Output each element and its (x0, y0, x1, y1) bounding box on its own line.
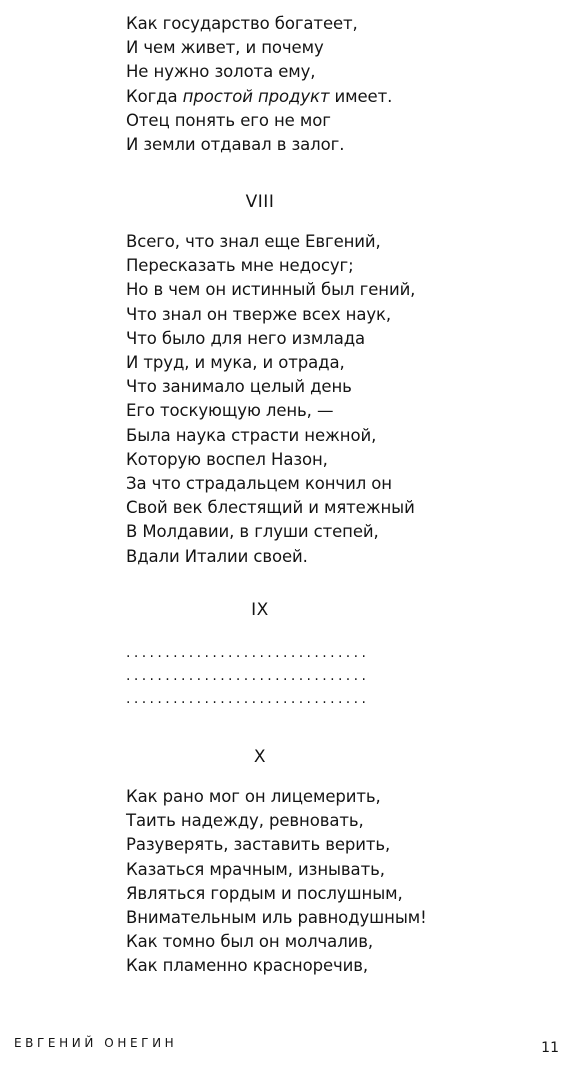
verse-line: Разуверять, заставить верить, (126, 835, 391, 855)
verse-line: Внимательным иль равнодушным! (126, 908, 427, 928)
omission-dots: ............................... (126, 691, 370, 707)
verse-line: Как пламенно красноречив, (126, 956, 369, 976)
verse-line: Таить надежду, ревновать, (126, 811, 364, 831)
page-number: 11 (541, 1040, 559, 1056)
verse-line-with-italic (126, 85, 392, 109)
verse-line: Как томно был он молчалив, (126, 932, 374, 952)
stanza-number-x: X (253, 747, 267, 767)
verse-line: Которую воспел Назон, (126, 449, 328, 469)
stanza-viii (126, 230, 415, 569)
italic-phrase: простой продукт (182, 86, 330, 106)
verse-line: Не нужно золота ему, (126, 62, 316, 82)
verse-line: И труд, и мука, и отрада, (126, 353, 345, 373)
verse-line: И чем живет, и почему (126, 38, 324, 58)
verse-line: Казаться мрачным, изнывать, (126, 859, 385, 879)
verse-line: Как рано мог он лицемерить, (126, 787, 381, 806)
verse-text: имеет. (334, 86, 393, 106)
omission-dots: ............................... (126, 668, 370, 684)
verse-line: Вдали Италии своей. (126, 546, 308, 566)
verse-line: Что было для него измлада (126, 328, 366, 348)
verse-line: Пересказать мне недосуг; (126, 256, 354, 276)
verse-line: Как государство богатеет, (126, 14, 358, 33)
stanza-continuation (126, 12, 392, 157)
verse-line: Являться гордым и послушным, (126, 883, 403, 903)
verse-text: Когда (126, 86, 178, 106)
verse-line: Но в чем он истинный был гений, (126, 280, 416, 300)
verse-line: И земли отдавал в залог. (126, 135, 345, 155)
verse-line: Всего, что знал еще Евгений, (126, 232, 381, 251)
stanza-number-ix: IX (251, 600, 269, 620)
verse-line: Что знал он тверже всех наук, (126, 304, 392, 324)
stanza-number-viii: VIII (245, 192, 275, 212)
running-title: ЕВГЕНИЙ ОНЕГИН (14, 1036, 178, 1050)
verse-line: Что занимало целый день (126, 377, 352, 397)
verse-line: Его тоскующую лень, — (126, 401, 334, 421)
verse-line: Отец понять его не мог (126, 110, 331, 130)
verse-line: Была наука страсти нежной, (126, 425, 377, 445)
verse-line: Свой век блестящий и мятежный (126, 498, 415, 518)
stanza-x (126, 785, 427, 979)
verse-line: В Молдавии, в глуши степей, (126, 522, 379, 542)
stanza-ix-omission (126, 642, 369, 711)
verse-line: За что страдальцем кончил он (126, 474, 392, 494)
omission-dots: ............................... (126, 645, 370, 661)
